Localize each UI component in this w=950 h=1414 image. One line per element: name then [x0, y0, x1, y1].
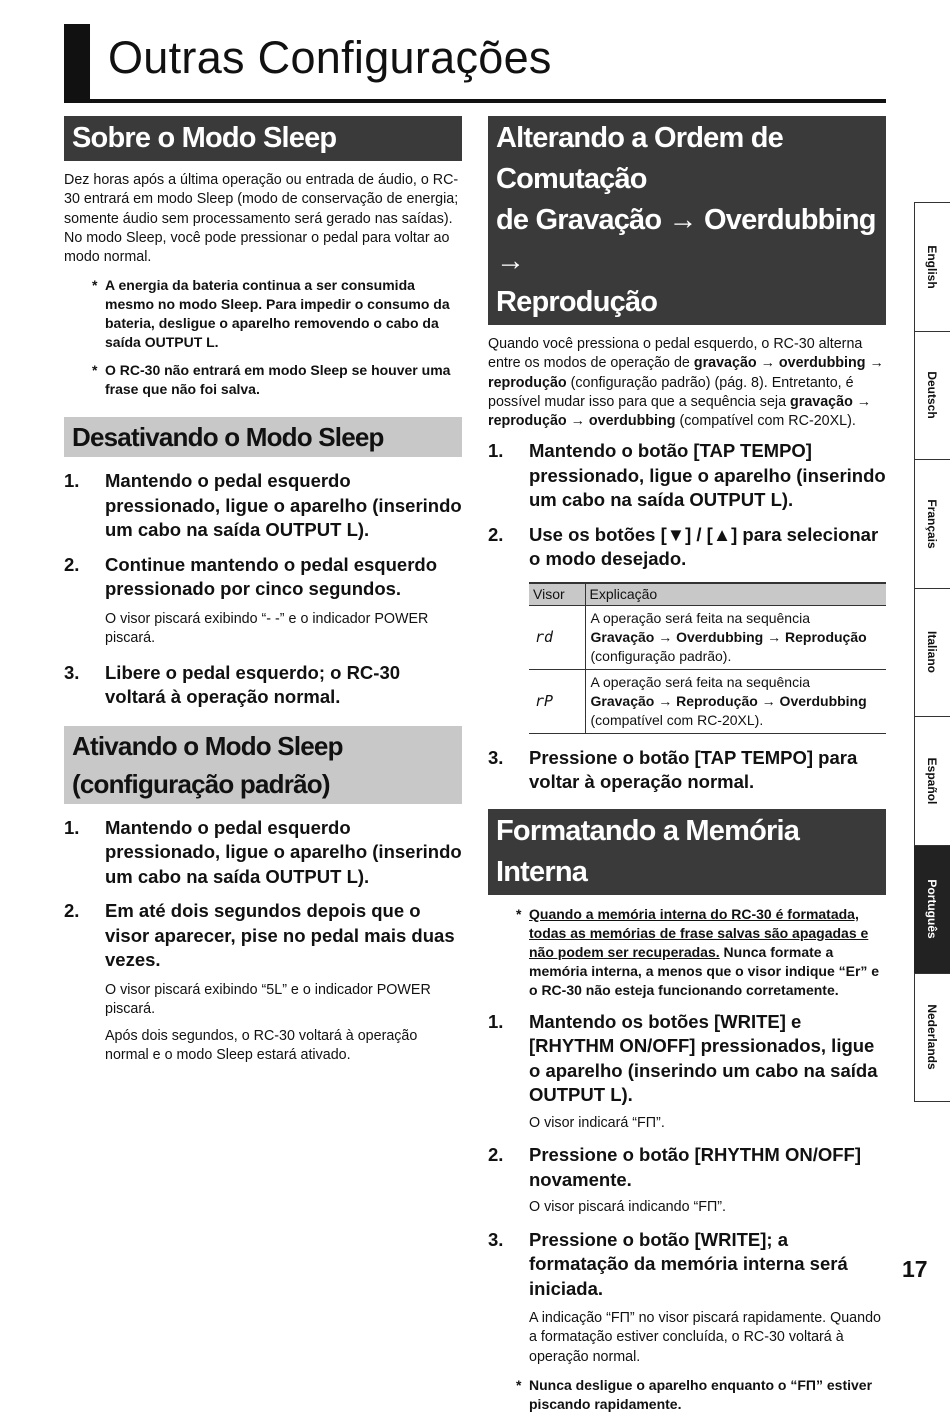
arrow-text: →	[756, 355, 779, 372]
step-text: Pressione o botão [TAP TEMPO] para voltar à operação normal.	[529, 746, 858, 793]
table-row	[529, 605, 886, 669]
step-text: Libere o pedal esquerdo; o RC-30 voltará à operação normal.	[105, 661, 401, 708]
step-text	[529, 523, 886, 572]
table-header-row	[529, 583, 886, 606]
explanation-intro: A operação será feita na sequência	[590, 609, 810, 626]
note-do-not-power-off	[488, 1376, 886, 1414]
step	[488, 1228, 886, 1302]
step-description: O visor piscará indicando “FП”.	[529, 1199, 726, 1216]
step-number: 2.	[488, 523, 504, 545]
language-tabs	[914, 202, 950, 1102]
right-column	[488, 116, 886, 1414]
tab-label: Français	[925, 499, 939, 549]
body-text: (configuração padrão) (pág. 8). Entretanto, é possível mudar isso para que a sequência seja	[488, 374, 854, 410]
tab-label: Português	[925, 879, 939, 939]
explanation-cell	[585, 669, 886, 733]
step-text: Em até dois segundos depois que o visor aparecer, pise no pedal mais duas vezes.	[105, 900, 455, 971]
note-text: Nunca desligue o aparelho enquanto o “FП” estiver piscando rapidamente.	[529, 1376, 873, 1412]
step-text: Mantendo o pedal esquerdo pressionado, ligue o aparelho (inserindo um cabo na saída OUTPUT L).	[105, 816, 462, 887]
step-text-part: ] / [	[685, 523, 713, 545]
tab-italiano[interactable]	[914, 588, 950, 717]
step-description: O visor indicará “FП”.	[529, 1114, 665, 1131]
heading-line: Ativando o Modo Sleep	[72, 730, 343, 761]
step-description: O visor piscará exibindo “- -” e o indicador POWER piscará.	[105, 610, 429, 647]
step-text: Mantendo o pedal esquerdo pressionado, ligue o aparelho (inserindo um cabo na saída OUTPUT L).	[105, 470, 462, 541]
explanation-tail: (configuração padrão).	[590, 647, 732, 664]
section-heading-disable: Desativando o Modo Sleep	[64, 417, 462, 457]
title-accent-bar	[64, 24, 90, 100]
step-number: 1.	[64, 470, 80, 492]
body-text: Quando você pressiona o pedal esquerdo, o RC-30 alterna entre os modos de operação de	[488, 336, 863, 372]
tab-label: Nederlands	[925, 1004, 939, 1070]
step	[488, 523, 886, 572]
heading-line: Alterando a Ordem de Comutação	[496, 122, 783, 195]
step	[64, 661, 462, 710]
step-number: 3.	[488, 1228, 504, 1250]
step	[488, 746, 886, 795]
step-text: Pressione o botão [RHYTHM ON/OFF] novamente.	[529, 1144, 861, 1190]
step-number: 3.	[488, 746, 504, 768]
body-bold: overdubbing	[778, 355, 866, 372]
step-text-part: ] para selecionar o modo desejado.	[529, 523, 879, 570]
heading-line: (configuração padrão)	[72, 768, 330, 799]
page-title: Outras Configurações	[108, 32, 552, 83]
page-number: 17	[902, 1256, 928, 1282]
body-bold: gravação	[693, 355, 757, 372]
explanation-tail: (compatível com RC-20XL).	[590, 711, 764, 728]
warning-underlined: Quando a memória interna do RC-30 é formatada, todas as memórias de frase salvas são apagadas e não podem ser recuperadas.	[529, 905, 869, 960]
explanation-cell	[585, 605, 886, 669]
step-number: 1.	[64, 816, 80, 838]
up-arrow-icon: ▲	[712, 523, 732, 545]
warning-rest: Nunca formate a memória interna, a menos que o visor indique “Er” e o RC-30 não esteja funcionando corretamente.	[529, 943, 880, 998]
note-unsaved	[64, 361, 462, 399]
sleep-body: Dez horas após a última operação ou entrada de áudio, o RC-30 entrará em modo Sleep (modo de conservação de energia; somente áudio sem processamento será gerado nas saídas). No modo Sleep, você pode pressionar o pedal para voltar ao modo normal.	[64, 172, 459, 266]
heading-line: de Gravação → Overdubbing →	[496, 204, 876, 277]
note-text: A energia da bateria continua a ser consumida mesmo no modo Sleep. Para impedir o consumo da bateria, desligue o aparelho removendo o cabo da saída OUTPUT L.	[105, 277, 450, 351]
tab-label: Deutsch	[925, 371, 939, 419]
tab-francais[interactable]	[914, 459, 950, 588]
body-bold: overdubbing	[588, 413, 676, 430]
arrow-text: →	[852, 393, 872, 410]
order-body	[488, 335, 886, 431]
step	[488, 439, 886, 513]
step-number: 1.	[488, 440, 504, 462]
section-heading-order	[488, 116, 886, 325]
step	[64, 469, 462, 543]
tab-portugues[interactable]	[914, 845, 950, 974]
step	[64, 816, 462, 890]
step	[488, 1010, 886, 1108]
table-header: Visor	[529, 583, 585, 606]
title-rule	[64, 99, 886, 103]
table-header: Explicação	[585, 583, 886, 606]
step	[64, 553, 462, 602]
step	[64, 899, 462, 973]
tab-english[interactable]	[914, 202, 950, 331]
down-arrow-icon: ▼	[666, 523, 686, 545]
step-number: 1.	[488, 1010, 504, 1032]
step-number: 3.	[64, 661, 80, 683]
note-format-warning	[488, 905, 886, 1000]
body-bold: reprodução	[488, 374, 567, 391]
section-heading-enable	[64, 726, 462, 804]
section-heading-format: Formatando a Memória Interna	[488, 809, 886, 895]
step-text: Mantendo os botões [WRITE] e [RHYTHM ON/OFF] pressionados, ligue o aparelho (inserindo um cabo na saída OUTPUT L).	[529, 1010, 878, 1106]
visor-display: rP	[529, 669, 585, 733]
explanation-sequence: Gravação → Reprodução → Overdubbing	[590, 692, 867, 709]
tab-deutsch[interactable]	[914, 331, 950, 460]
body-bold: reprodução	[488, 413, 567, 430]
visor-table	[529, 582, 886, 734]
step	[488, 1143, 886, 1192]
step-number: 2.	[64, 900, 80, 922]
step-text: Continue mantendo o pedal esquerdo pressionado por cinco segundos.	[105, 553, 437, 600]
arrow-text: →	[865, 355, 884, 372]
tab-label: Italiano	[925, 631, 939, 674]
explanation-sequence: Gravação → Overdubbing → Reprodução	[590, 628, 867, 645]
note-star: *	[92, 277, 98, 294]
step-number: 2.	[488, 1144, 504, 1166]
step-text-part: Use os botões [	[529, 523, 667, 545]
step-description: O visor piscará exibindo “5L” e o indicador POWER piscará.	[105, 981, 431, 1017]
note-star: *	[516, 905, 522, 922]
note-battery	[64, 276, 462, 352]
note-text	[529, 905, 886, 1000]
body-bold: gravação	[790, 393, 853, 410]
heading-line: Reprodução	[496, 286, 658, 318]
step-number: 2.	[64, 553, 80, 575]
note-star: *	[516, 1376, 522, 1393]
tab-label: Español	[925, 757, 939, 805]
table-row	[529, 669, 886, 733]
body-text: (compatível com RC-20XL).	[675, 413, 856, 430]
visor-display: rd	[529, 605, 585, 669]
step-description: Após dois segundos, o RC-30 voltará à operação normal e o modo Sleep estará ativado.	[105, 1028, 418, 1064]
section-heading-sleep: Sobre o Modo Sleep	[64, 116, 462, 161]
tab-espanol[interactable]	[914, 716, 950, 845]
tab-label: English	[925, 245, 939, 289]
step-description: A indicação “FП” no visor piscará rapidamente. Quando a formatação estiver concluída, o RC-30 voltará à operação normal.	[529, 1310, 881, 1365]
step-text: Pressione o botão [WRITE]; a formatação da memória interna será iniciada.	[529, 1228, 848, 1299]
left-column	[64, 116, 462, 1066]
note-star: *	[92, 362, 98, 379]
note-text: O RC-30 não entrará em modo Sleep se houver uma frase que não foi salva.	[105, 362, 451, 398]
step-text: Mantendo o botão [TAP TEMPO] pressionado, ligue o aparelho (inserindo um cabo na saída OUTPUT L).	[529, 440, 886, 511]
explanation-intro: A operação será feita na sequência	[590, 673, 810, 690]
tab-nederlands[interactable]	[914, 973, 950, 1102]
arrow-text: →	[566, 413, 589, 430]
